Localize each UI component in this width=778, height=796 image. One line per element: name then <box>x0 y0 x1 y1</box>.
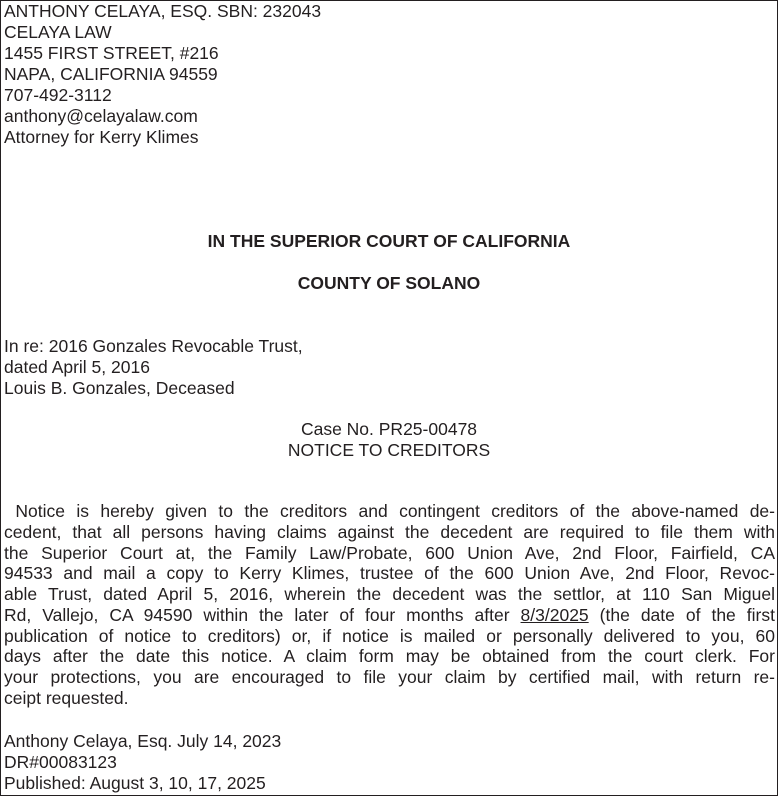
notice-title: NOTICE TO CREDITORS <box>287 440 491 460</box>
notice-line: 94533 and mail a copy to Kerry Klimes, trustee of the 600 Union Ave, 2nd Floor, Revoc- <box>4 563 775 584</box>
firm-email: anthony@celayalaw.com <box>4 106 198 126</box>
notice-line-with-date <box>4 605 775 626</box>
court-name-heading: IN THE SUPERIOR COURT OF CALIFORNIA <box>207 231 571 251</box>
notice-text: Rd, Vallejo, CA 94590 within the later of four months after <box>4 604 510 625</box>
attorney-name-sbn: ANTHONY CELAYA, ESQ. SBN: 232043 <box>4 1 322 21</box>
law-firm-name: CELAYA LAW <box>4 22 112 42</box>
notice-line: Notice is hereby given to the creditors and contingent creditors of the above-named de- <box>4 501 775 521</box>
signature-line: Anthony Celaya, Esq. July 14, 2023 <box>4 731 282 751</box>
matter-line-2: dated April 5, 2016 <box>4 357 150 377</box>
publication-dates: Published: August 3, 10, 17, 2025 <box>4 773 266 793</box>
case-number: Case No. PR25-00478 <box>300 419 478 439</box>
firm-phone: 707-492-3112 <box>4 85 112 105</box>
attorney-role: Attorney for Kerry Klimes <box>4 127 199 147</box>
notice-line: cedent, that all persons having claims against the decedent are required to file them with <box>4 521 775 542</box>
notice-body <box>4 501 775 709</box>
firm-street-address: 1455 FIRST STREET, #216 <box>4 43 219 63</box>
matter-line-3: Louis B. Gonzales, Deceased <box>4 378 235 398</box>
publication-date: 8/3/2025 <box>520 604 589 625</box>
notice-line: ceipt requested. <box>4 687 129 708</box>
notice-text: (the date of the first <box>599 604 775 625</box>
notice-line: days after the date this notice. A claim form may be obtained from the court clerk. For <box>4 646 775 667</box>
notice-line: publication of notice to creditors) or, if notice is mailed or personally delivered to you, 60 <box>4 625 775 646</box>
notice-line: the Superior Court at, the Family Law/Probate, 600 Union Ave, 2nd Floor, Fairfield, CA <box>4 542 775 563</box>
county-heading: COUNTY OF SOLANO <box>297 273 481 293</box>
matter-line-1: In re: 2016 Gonzales Revocable Trust, <box>4 336 303 356</box>
notice-line: your protections, you are encouraged to file your claim by certified mail, with return re- <box>4 667 775 687</box>
firm-city-state-zip: NAPA, CALIFORNIA 94559 <box>4 64 218 84</box>
dr-number: DR#00083123 <box>4 752 117 772</box>
notice-line: able Trust, dated April 5, 2016, wherein the decedent was the settlor, at 110 San Miguel <box>4 584 775 604</box>
